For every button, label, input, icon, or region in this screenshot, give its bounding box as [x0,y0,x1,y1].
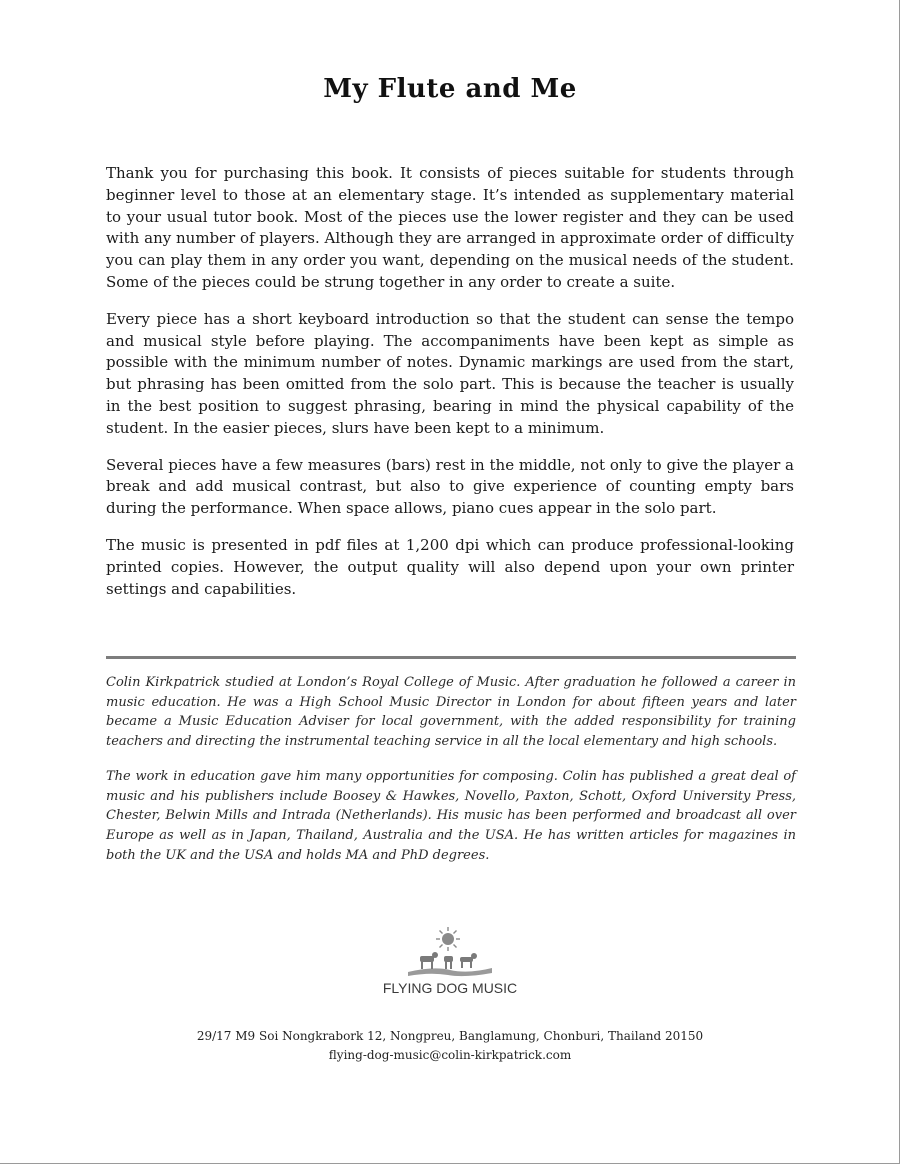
flying-dog-logo-icon [404,926,496,980]
publisher-name: FLYING DOG MUSIC [382,980,518,996]
publisher-address: 29/17 M9 Soi Nongkrabork 12, Nongpreu, Banglamung, Chonburi, Thailand 20150 [196,1029,704,1043]
intro-paragraph: Thank you for purchasing this book. It consists of pieces suitable for students through beginner level to those at an elementary stage. It’s intended as supplementary material to your usual tutor book. Most of the pieces use the lower register and they can be used with any number of players. Although they are arranged in approximate order of difficulty you can play them in any order you want, depending on the musical needs of the student. Some of the pieces could be strung together in any order to create a suite. [106,164,794,291]
page-title: My Flute and Me [323,74,577,104]
intro-paragraph: The music is presented in pdf files at 1,200 dpi which can produce professional-looking printed copies. However, the output quality will also depend upon your own printer settings and capabilities. [106,535,794,598]
biography-section [106,673,796,880]
section-divider [106,656,796,659]
intro-paragraph: Every piece has a short keyboard introduction so that the student can sense the tempo and musical style before playing. The accompaniments have been kept as simple as possible with the minimum number of notes. Dynamic markings are used from the start, but phrasing has been omitted from the solo part. This is because the teacher is usually in the best position to suggest phrasing, bearing in mind the physical capability of the student. In the easier pieces, slurs have been kept to a minimum. [106,309,794,437]
publisher-contact [0,1027,900,1065]
bio-paragraph: Colin Kirkpatrick studied at London’s Royal College of Music. After graduation he followed a career in music education. He was a High School Music Director in London for about fifteen years and later became a Music Education Adviser for local government, with the added responsibility for training teachers and directing the instrumental teaching service in all the local elementary and high schools. [106,675,796,750]
bio-paragraph: The work in education gave him many opportunities for composing. Colin has published a great deal of music and his publishers include Boosey & Hawkes, Novello, Paxton, Schott, Oxford University Press, Chester, Belwin Mills and Intrada (Netherlands). His music has been performed and broadcast all over Europe as well as in Japan, Thailand, Australia and the USA. He has written articles for magazines in both the UK and the USA and holds MA and PhD degrees. [106,768,796,863]
publisher-email: flying-dog-music@colin-kirkpatrick.com [328,1048,572,1062]
intro-paragraph: Several pieces have a few measures (bars) rest in the middle, not only to give the player a break and add musical contrast, but also to give experience of counting empty bars during the performance. When space allows, piano cues appear in the solo part. [106,455,794,518]
introduction-section [106,163,794,615]
